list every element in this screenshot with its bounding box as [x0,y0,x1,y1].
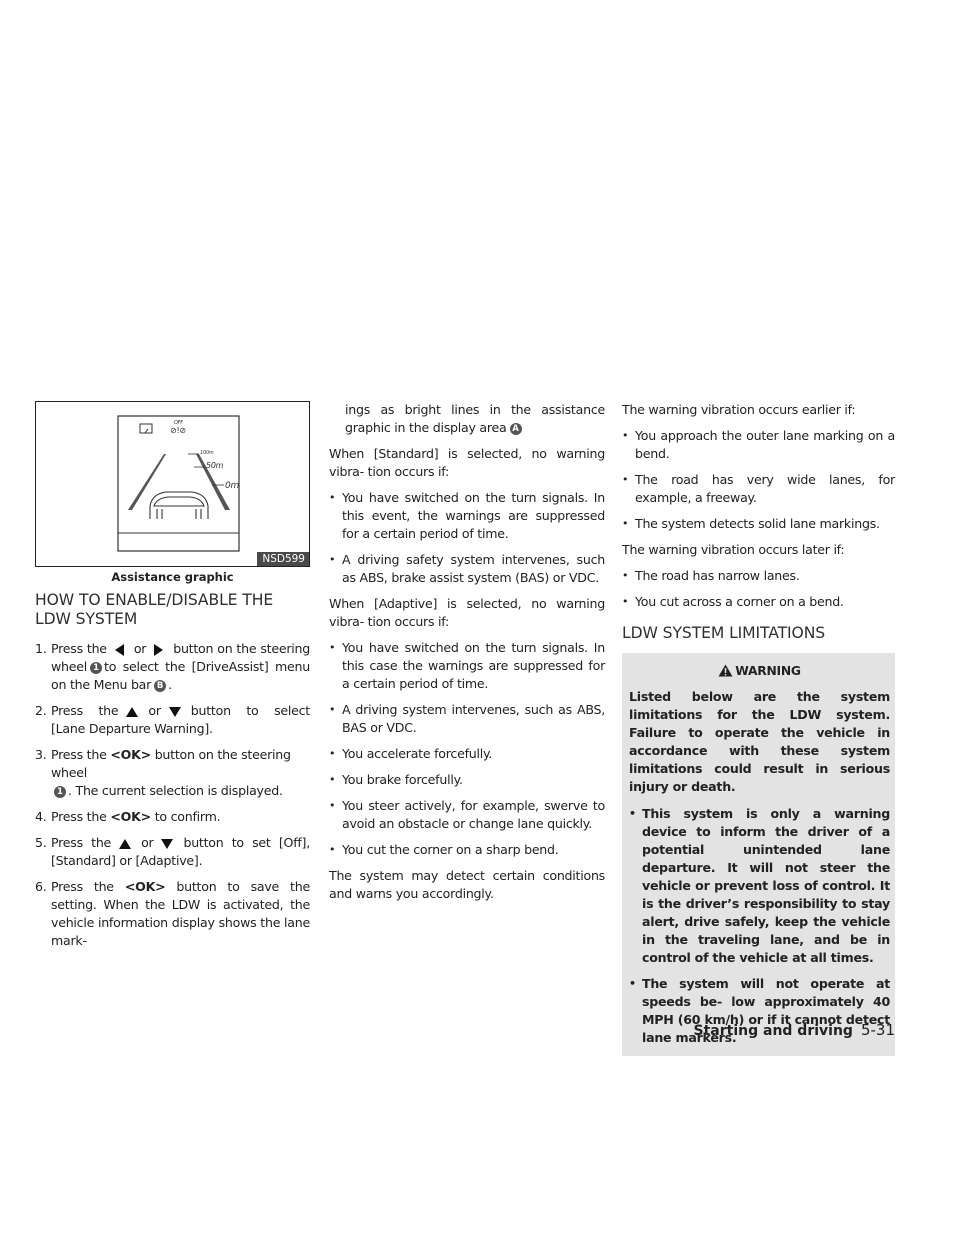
warning-intro: Listed below are the system limitations for the LDW system. Failure to operate the vehicle in accordance with these system limitations could result in serious injury or death. [629,689,890,794]
page-footer [694,1021,895,1040]
step-6: 6. Press the <OK> button to save the setting. When the LDW is activated, the vehicle information display shows the lane mark- [35,879,310,948]
left-arrow-icon [115,644,124,656]
callout-b-icon: B [154,680,166,692]
column-middle [329,401,605,911]
callout-1-icon: 1 [90,662,102,674]
step-3: 3. Press the <OK> button on the steering wheel 1 . The current selection is displayed. [35,747,291,798]
later-intro: The warning vibration occurs later if: [622,542,845,557]
footer-section-title: Starting and driving [693,1023,853,1039]
heading-enable-disable: HOW TO ENABLE/DISABLE THE LDW SYSTEM [35,591,274,628]
assistance-graphic-illustration [36,402,309,566]
left-lane-line [128,454,166,510]
adaptive-item: • You have switched on the turn signals. In this case the warnings are suppressed for a certain period of time. [329,640,605,691]
assistance-graphic-figure [35,401,310,567]
step-1: 1. Press the or button on the steering wheel 1 to select the [DriveAssist] menu on the Menu bar B . [35,641,310,692]
warning-title: WARNING [629,662,890,680]
earlier-item: • The system detects solid lane markings. [622,516,880,531]
step-2: 2. Press the or button to select [Lane Departure Warning]. [35,703,310,736]
distance-50-label: 50m [206,461,224,470]
warning-item: • This system is only a warning device to inform the driver of a potential unintended lane departure. It will not steer the vehicle or prevent loss of control. It is the driver’s responsibility to stay alert, drive safely, keep the vehicle in the traveling lane, and be in control of the vehicle at all times. [629,806,890,965]
warning-item: • The system will not operate at speeds be- low approximately 40 MPH (60 km/h) or if it cannot detect lane markers. [629,976,890,1045]
ok-button-label: <OK> [124,879,166,894]
step-5: 5. Press the or button to set [Off], [Standard] or [Adaptive]. [35,835,310,868]
adaptive-item: • You brake forcefully. [329,772,463,787]
figure-code: NSD599 [257,552,309,566]
distance-100-label: 100m [200,450,214,456]
down-arrow-icon [169,707,181,717]
warning-box [622,653,895,1056]
later-item: • The road has narrow lanes. [622,568,800,583]
step-4: 4. Press the <OK> to confirm. [35,809,221,824]
adaptive-item: • You steer actively, for example, swerve to avoid an obstacle or change lane quickly. [329,798,605,831]
ok-button-label: <OK> [110,747,151,762]
down-arrow-icon [161,839,173,849]
ok-button-label: <OK> [110,809,151,824]
vehicle-rear-icon [150,492,208,519]
up-arrow-icon [119,839,131,849]
adaptive-item: • You cut the corner on a sharp bend. [329,842,559,857]
distance-0-label: 0m [225,481,239,491]
callout-a-icon: A [510,423,522,435]
standard-item: • You have switched on the turn signals. In this event, the warnings are suppressed for a certain period of time. [329,490,605,541]
off-label: OFF [174,420,183,426]
right-arrow-icon [154,644,163,656]
earlier-item: • The road has very wide lanes, for example, a freeway. [622,472,895,505]
figure-caption: Assistance graphic [111,570,234,584]
heading-limitations: LDW SYSTEM LIMITATIONS [622,624,826,642]
warning-triangle-icon [718,664,733,677]
column-right [622,401,895,1056]
column-left [35,401,310,958]
later-item: • You cut across a corner on a bend. [622,594,844,609]
standard-item: • A driving safety system intervenes, such as ABS, brake assist system (BAS) or VDC. [329,552,605,585]
callout-1-icon: 1 [54,786,66,798]
adaptive-item: • You accelerate forcefully. [329,746,493,761]
adaptive-item: • A driving system intervenes, such as ABS, BAS or VDC. [329,702,605,735]
up-arrow-icon [126,707,138,717]
lane-warning-icon: ⊘!⊘ [170,426,186,435]
page-number: 5-31 [860,1021,895,1039]
step-6-continued: ings as bright lines in the assistance graphic in the display area A [345,402,605,435]
adaptive-closing: The system may detect certain conditions and warns you accordingly. [329,868,605,901]
adaptive-intro: When [Adaptive] is selected, no warning vibra- tion occurs if: [329,596,605,629]
earlier-intro: The warning vibration occurs earlier if: [622,402,856,417]
earlier-item: • You approach the outer lane marking on a bend. [622,428,895,461]
standard-intro: When [Standard] is selected, no warning vibra- tion occurs if: [329,446,605,479]
